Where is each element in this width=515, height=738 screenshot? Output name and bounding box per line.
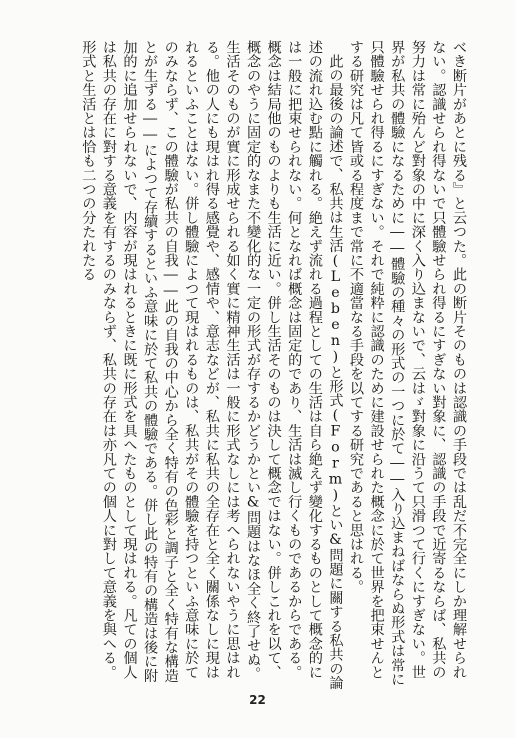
paragraph-life-and-form: 此の最後の論述で、私共は生活(Leben)と形式(Form)とい&問題に關する私共の論述の流れ込む點に觸れる。絶えず流れる過程としての生活は自ら絶えず變化するものとして概念的には一般に把束せられない。何となれば概念は固定的であり、生活は滅し行くものであるからである。概念は結局他のものよりも生活に近い。併し生活そのものは決して概念ではない。併しこれを以て、概念のやうに固定的なまた不變化的な一定の形式が存するかどうかとい&問題はなほ全く終了せぬ。生活そのものが實に形成せられる如く實に精神生活は一般に形式なしには考へられないやうに思はれる。他の人にも現はれ得る感覺や、感情や、意志などが、私共に私共の全存在と全く關係なしに現はれるといふことはない。併し體驗によつて現はれるものは、私共がその體驗を持つといふ意味に於てのみならず、この體驗が私共の自我――此の自我の中心から全く特有の色彩と調子と全く特有な構造とが生ずる――によつて存續するといふ意味に於て私共の體驗である。併し此の特有の構造は後に附加的に追加せられないで、内容が現はれるときに既に形式を具へたものとして現はれる。凡ての個人は私共の存在に對する意義を有するのみならず、私共の存在は亦凡ての個人に對して意義を與へる。形式と生活とは恰も二つの分たれたる	[80, 40, 344, 690]
page-number: 22	[249, 693, 266, 707]
vertical-text-body	[43, 40, 469, 690]
paragraph-continuation: べき断片があとに残る』と云つた。此の断片そのものは認識の手段では乱だ不完全にしか理解せられない。認識せられ得ないで只體驗せられ得るにすぎない對象に、認識の手段で近寄るならば、私共の努力は常に殆んど對象の中に深く入り込まないで、云はゞ對象に沿うて只滑つて行くにすぎない。世界が私共の體驗になるために――體驗の種々の形式の一つに於て――入り込まねばならぬ形式は常に只體驗せられ得るにすぎない。それで純粋に認識のために建設せられた概念に於て世界を把束せんとする研究は凡て皆或る程度まで常に不適當なる手段を以てする研究であると思はれる。	[348, 40, 467, 687]
